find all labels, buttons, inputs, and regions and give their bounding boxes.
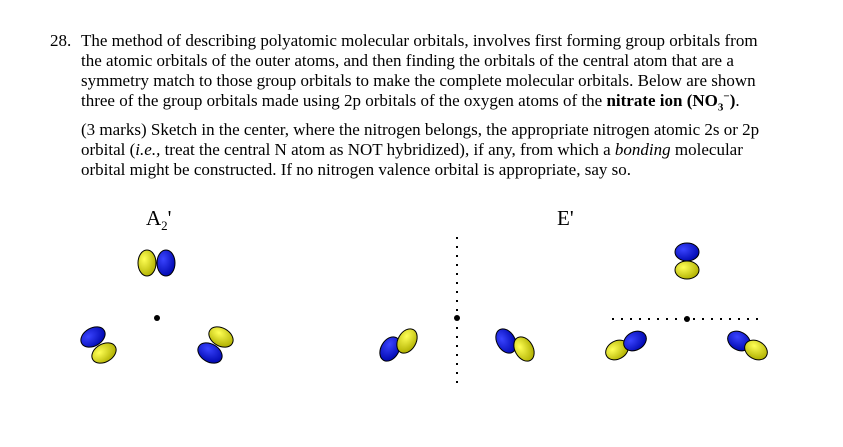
a2-prime: ' [167,206,172,230]
nitrate-charge: − [723,90,730,103]
intro-end: . [735,91,740,110]
e-prime-label: E' [557,206,574,230]
e1-right-p-orbital [492,325,539,365]
task-line-2b: treat the central N atom as NOT hybridized), if any, from which a [160,140,615,159]
bonding-term: bonding [614,140,671,159]
question-number: 28. [50,31,72,50]
e2-top-p-orbital [675,243,699,279]
intro-line-1: The method of describing polyatomic molecular orbitals, involves first forming group orbitals from [81,31,758,50]
task-line-1: (3 marks) Sketch in the center, where the nitrogen belongs, the appropriate nitrogen atomic 2s or 2p [81,120,760,139]
ie-term: i.e., [135,140,161,159]
e2-right-p-orbital [724,327,771,364]
a2-right-p-orbital [194,323,237,368]
task-line-3: orbital might be constructed. If no nitrogen valence orbital is appropriate, say so. [81,160,631,179]
a2-subscript: 2 [161,218,168,234]
a2-letter: A [146,206,162,230]
task-line-2a: orbital ( [81,140,136,159]
e1-left-p-orbital [376,325,422,365]
intro-line-4: three of the group orbitals made using 2p orbitals of the oxygen atoms of the [81,91,607,110]
e2-central-atom-dot [684,316,690,322]
task-line-2c: molecular [670,140,743,159]
e1-central-atom-dot [454,315,460,321]
intro-line-3: symmetry match to those group orbitals to make the complete molecular orbitals. Below are shown [81,71,756,90]
a2-top-p-orbital [138,250,175,276]
nitrate-text: nitrate ion (NO [606,91,718,110]
a2-left-p-orbital [77,323,120,368]
nitrate-subscript: 3 [717,101,724,114]
intro-line-2: the atomic orbitals of the outer atoms, and then finding the orbitals of the central atom that are a [81,51,734,70]
a2-central-atom-dot [154,315,160,321]
nitrate-close: ) [729,91,736,110]
e2-left-p-orbital [602,327,650,364]
